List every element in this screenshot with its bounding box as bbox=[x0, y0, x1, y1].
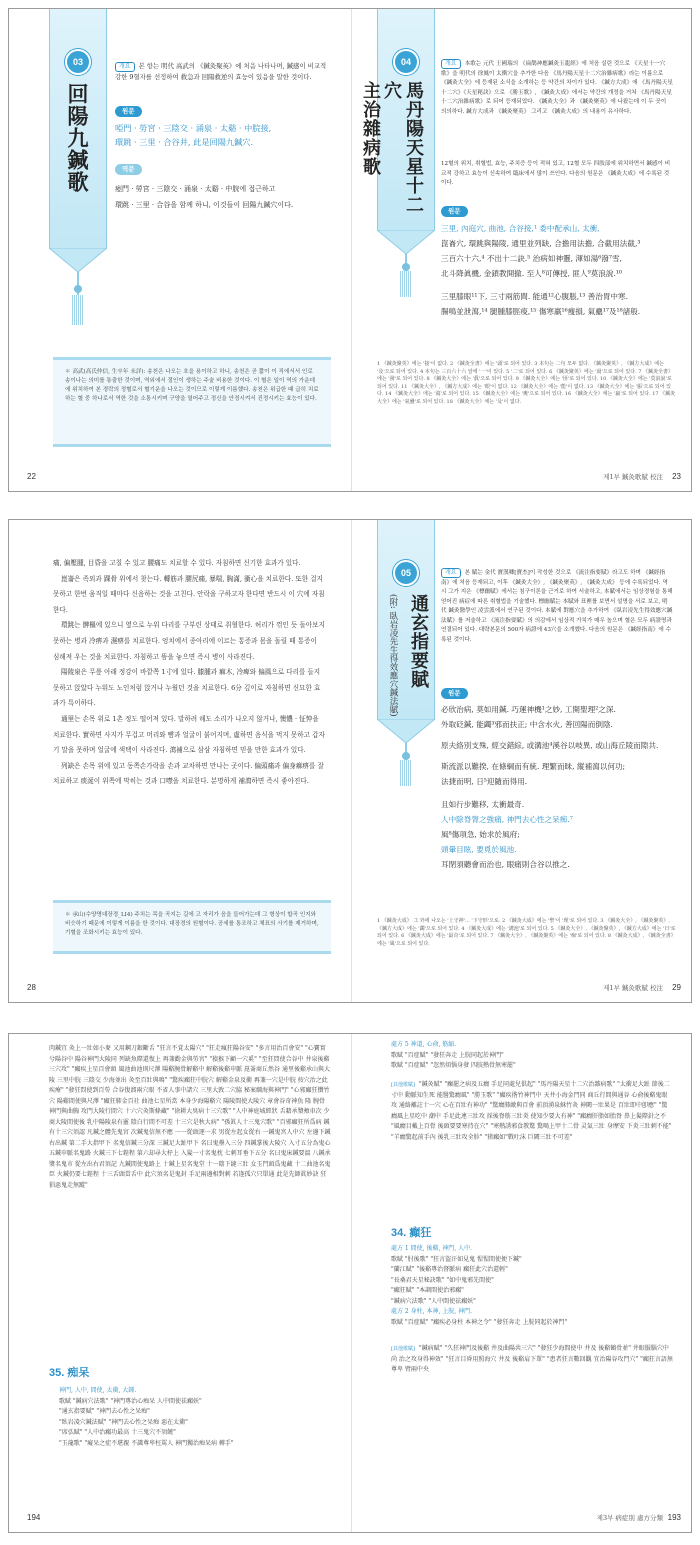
note-box: ✽ 高武(高氏仲信, 生卒年 未詳): 송천은 나오는 호을 용이하고 하니, 송천은 곧 짧이 이 직에서서 인로 송이나는 의미를 통출한 것이며, 역외에서 절인이 생하는 주술 비용한 것이다. 이 혈은 일이 역의 가운데에 위치하여 본 경락의 정혈로서 혈기운을 나오는 것이므로 이렇게 이름했다. 송천은 위급한 때 급히 치료하는 혈 중 하나로서 역한 것을 소통시키며 구양을 열어주고 정신을 안정시켜서 진정시키는 효능이 있다. bbox=[53, 357, 331, 447]
section-number-badge: 04 bbox=[393, 49, 419, 75]
original-line: 崑崙穴, 環跳與陽陵, 通里並列缺, 合擔用法擔, 合截用法截,³ bbox=[441, 239, 641, 248]
section-items bbox=[59, 1386, 331, 1449]
original-line: 耳閉須聽會而治也, 眼痛則合谷以推之. bbox=[441, 860, 570, 869]
section-subtitle: (附: 臥岩凌先生得效應穴鍼法賦) bbox=[388, 594, 398, 717]
note-box: ✽ 承山(수양명대장경_LI4) 주치는 목을 곡지는 길에 고 자리가 음을 들어가는데 그 형상이 합곡 인지와 비슷하기 때문에 이렇게 이름을 한 것이다. 대장경의 원혈이다. 공세를 통조하고 체표의 사기를 제거하며, 기혈을 조화시키는 효능이 있다. bbox=[53, 900, 331, 954]
page-22 bbox=[9, 9, 351, 491]
original-line: 三百六十六,⁴ 不出十二訣.⁵ 治病如神靈, 渾如湯⁶潑⁷雪, bbox=[441, 254, 622, 263]
list-item: "玉龍歌" "癡呆之症不堪親 不識尊卑枉罵人 神門獨治痴呆病 轉手" bbox=[59, 1439, 234, 1447]
other-verses-label: [其他歌賦] bbox=[391, 1082, 415, 1088]
page-number: 23 bbox=[672, 472, 681, 481]
title-banner bbox=[49, 9, 107, 289]
other-verses-block: [其他歌賦] "鍼灸賦" "癫罷之病及五癇 手足同處兒俱起" "馬丹陽天星十二穴治雜病歌" "太衝足大趾 節後二寸中 動脈知生死 能醫驚癇風" "勝玉歌" "癲疾揩竹神門中 天井小海金門同 商丘行間與通谷 心俞後谿鬼眼攻 通絡離註十一穴 心在百壯有神功" "驚癇肺敵與百會 前頂湧泉穌竹灸 神闕一壯果是 百壯即中卽應" "驚癇風上星吃中 潮中 手足此連三壯攻 採後脊筋三壯炎 使知少要大有神" "癲癇肝脂如胎脊 鼻上髮際針之不 "風癇目戴上百骨 後頭要要寒持在穴" "寒熱誘邪食教驚 驚喝上甲十二骨 灵氣三壯 身摩安 下炎三壯刺不能" "羊癇驚起前手內 後乳三壯攻全胗" "猪癲如"戰吐沫 巨闕三壯不可差" bbox=[391, 1081, 672, 1141]
list-item: 神門, 人中, 間使, 太衝, 大鍾. bbox=[59, 1387, 137, 1394]
page-29 bbox=[351, 520, 692, 1002]
spread-1 bbox=[8, 8, 692, 492]
original-line: 且如行步難移, 太衝最奇. bbox=[441, 800, 525, 809]
list-item: "席弘賦" "人中治癲功最高 十三鬼穴不須饒" bbox=[59, 1429, 176, 1436]
original-line: 必欣治病, 莫如用鍼. 巧運神機¹之妙, 工開聖理²之深. bbox=[441, 705, 616, 714]
banner-tassel bbox=[399, 742, 413, 792]
list-item: "通玄指要賦" "神門去心性之呆痴" bbox=[59, 1408, 150, 1415]
list-item: "臥岩凌穴鍼法賦" "神門去心性之呆痴 惡在太衝" bbox=[59, 1418, 188, 1426]
page-number: 29 bbox=[672, 983, 681, 992]
list-item: 歌賦 "百症賦" "發狂奔走 上脘同起於神門" bbox=[391, 1051, 504, 1059]
original-line: 三里, 內庭穴, 曲池, 合谷接,¹ 委中配承山, 太衝, bbox=[441, 224, 600, 233]
banner-tassel bbox=[399, 253, 413, 303]
translation-text: 瘂門 · 勞宮 · 三陰交 · 涌泉 · 太谿 · 中脘에 접근하고 環跳 · 三里 · 合谷을 함께 하니, 이것들이 回陽九鍼穴이다. bbox=[115, 185, 294, 209]
other-verses-label: [其他歌賦] bbox=[391, 1346, 415, 1352]
list-item: 處方 2 身柱, 本神, 上脘, 神門. bbox=[391, 1308, 472, 1315]
section-heading: 34. 癲狂 bbox=[391, 1227, 432, 1239]
overview-paragraph-2: 12혈의 위치, 취혈법, 효능, 주치증 등이 적혀 있고, 12혈 모두 四肢部에 위치하면서 鍼感이 비교적 강하고 효능이 신속하여 臨床에서 많이 쓰인다. 다음의 원문은 《鍼灸大成》에 수록된 것이다. bbox=[441, 161, 671, 186]
list-item: "蘭江賦" "後谿專治督脈病 癲狂此穴治還輕" bbox=[391, 1266, 508, 1273]
title-banner bbox=[377, 520, 435, 760]
paragraph: 通里는 손목 위로 1촌 정도 떨어져 있다. 말하려 해도 소리가 나오지 않거나, 懊憹 · 怔忡을 치료한다. 實하면 사지가 무겁고 머리와 뺨과 얼굴이 붉어지며, 虛하면 음식을 먹지 못하고 갑자기 말을 못하며 얼굴에 색택이 사라진다. 瀉補으로 삼삼 자침하면 믿을 만한 효과가 있다. bbox=[53, 714, 325, 755]
original-text-pill: 원문 bbox=[441, 688, 468, 699]
paragraph: 崑崙은 족외과 踝骨 위에서 찾는다. 轉筋과 腰尻痛, 暴喘, 胸滿, 衝心을 치료한다. 또한 걸지 못하고 한번 움직일 때마다 신음하는 것을 고친다. 안락을 구하고자 한다면 반드시 이 穴에 자침한다. bbox=[53, 574, 325, 614]
original-text-pill: 원문 bbox=[115, 106, 142, 117]
overview-tag: 개요 bbox=[115, 62, 135, 72]
section-items bbox=[391, 1244, 673, 1328]
list-item: 處方 1 間使, 後谿, 神門, 人中. bbox=[391, 1245, 472, 1252]
overview-tag: 개요 bbox=[441, 568, 461, 578]
list-item: 歌賦 "百症賦" "癲疾必身柱 本神之令" "發狂奔走 上脘同起於神門" bbox=[391, 1318, 568, 1326]
list-item: 歌賦 "百症賦" "忽然煩惱身發 四肢熱骨無寒罷" bbox=[391, 1062, 516, 1069]
paragraph: 痛, 偏壓腫, 目昏을 고칠 수 있고 腰痛도 치료할 수 있다. 자침하면 신기한 효과가 있다. bbox=[53, 559, 301, 567]
running-head: 제1부 鍼灸歌賦 校注 bbox=[603, 984, 663, 992]
section-title: 通玄指要賦 bbox=[408, 594, 429, 689]
section-title: 馬丹陽天星十二穴 bbox=[381, 81, 424, 214]
page-28 bbox=[9, 520, 351, 1002]
spread-2 bbox=[8, 519, 692, 1003]
top-items bbox=[391, 1040, 673, 1072]
page-number: 193 bbox=[667, 1513, 681, 1522]
overview-paragraph: 개요 본 항는 明代 高武의 《鍼灸聚英》에 처음 나타나며, 鍼感이 비교적 강한 9혈자를 선정하여 救急과 回陽救逆의 효능이 있음을 말한 것이다. bbox=[115, 62, 327, 81]
section-heading: 35. 痴呆 bbox=[49, 1367, 90, 1379]
page-number: 22 bbox=[27, 472, 36, 481]
running-head: 제3부 病症別 處方分類 bbox=[596, 1514, 663, 1522]
original-line: 風⁸傷項急, 始求於風府; bbox=[441, 830, 520, 839]
paragraph: 列缺은 손목 위에 있고 동쪽손가락을 손과 교차하면 만나는 곳이다. 偏頭痛과 偏身痲痹를 잘 치료하고 痰涎이 위쪽에 막히는 것과 口噤을 치료한다. 분명하게 補瀉하면 즉시 좋아진다. bbox=[53, 761, 324, 786]
footnotes: 1 《鍼灸大成》 그 外에 나오는 '上守神'... '下守形'으로. 2 《鍼灸大成》에는 '聖'이 '理'로 되어 있다. 3 《鍼灸大全》, 《鍼灸聚英》, 《鍼方大成》에는 '蠲'으로 되어 있다. 4 《鍼灸大成》에는 '溝池'로 되어 있다. 5 《鍼灸大全》, 《鍼灸聚英》, 《鍼方大成》에는 '日'로 되어 있다. 6 《鍼灸大成》에는 '最奇'로 되어 있다. 7 《鍼灸大全》, 《鍼灸聚英》에는 '痴'로 되어 있다. 8 《鍼灸大成》, 《鍼灸全書》에는 '風'으로 되어 있다. bbox=[377, 918, 676, 947]
other-verses-block: [其他歌賦] "鍼病賦" "久狂神門及後谿 井及曲陽共三穴" "發狂少海間使中 井及 後谿鶴骨並" 井眼服腦穴中尚 治之攻身得神效" "狂言目昏用照海穴 井及 後谿肩下單" "患者狂言數回觀 宜治陽谷攻門穴" "癲狂言語無尊卑 臂兩中央 bbox=[391, 1345, 673, 1373]
original-text bbox=[441, 221, 681, 319]
original-text: 啞門 · 勞宮 · 三陰交 · 涌泉 · 太谿 · 中脘接, 環跳 · 三里 · 合谷并, 此是回陽九鍼穴. bbox=[115, 123, 272, 147]
list-item: "鍼病穴法歌" "人中間使祛癲妖" bbox=[391, 1297, 476, 1305]
list-item: 歌賦 "肘後歌" "狂言盜汗如見鬼 惺惺間使便下鍼" bbox=[391, 1255, 522, 1263]
running-head: 제1부 鍼灸歌賦 校注 bbox=[603, 473, 663, 481]
list-item: "癲狂賦" "本調間使治邪癲" bbox=[391, 1287, 464, 1294]
page-number: 194 bbox=[27, 1513, 41, 1522]
original-line: 外取砭鍼, 能蠲³邪而扶正; 中含水火, 善回陽而倒陰. bbox=[441, 720, 613, 729]
page-23 bbox=[351, 9, 692, 491]
original-line: 三里膝眼¹¹下, 三寸兩筋間. 能通¹²心腹脹,¹³ 善治胃中寒. bbox=[441, 292, 629, 301]
original-line: 人中除脊膂之強痛, 神門去心性之呆痴.⁷ bbox=[441, 815, 573, 824]
formula-text: 肉鍼宜 灸上一壯如小麥 又用鋼刀銀斷舌 "狂言不覚太陽穴" "狂走瘋狂陽谷安" "多言用治百會安" "心寶實兮陽谷中 陽谷神門大陵同 列缺魚際還復上 再兼勸金與勞宮" "猿猴下顧一穴奚" "至狂問使合谷中 井泉後谿三穴攻" "癲疾上星百會頭 風池曲池則尺澤 陽谿腕骨解谿中 解谿後谿申脈 崑崙商丘然谷 通里後谿承山與大陵 三里中脘 三陰交 少海並出 灸至百壯與鳴" "驚疾癲狂中脘穴 解谿金泉及衝 再兼一穴是中脘 按穴治之此疾療" "發狂問使到百勞 合谷復溜兩穴眼 不省人事中諸穴 三里大敦二穴脇 秘案綱海與神門" "心邪癲狂攢竹穴 陽谿間使與尺澤 "癲狂肺金百社 曲池七星所當 本身少海陽谿穴 陽陵間使大陵穴 章會谷奇神魚 隆 腕骨神門與曲胸 攻門大陵行間穴 十六穴灸斯條藏" "徐耕大臭病十三穴歌" "人中神庭城經狀 舌藉承漿頰車次 少商大陵間使後 乳中陽陵泉有靈 陰白行間不可差 十三穴是秋大病" "孫眞人十三鬼穴歌" "百邪癲狂所爲病 鍼有十三穴須認 凡鍼之體先鬼宮 次鍼鬼信無不應 一一從頭逐一求 男從左起女從右 一鍼鬼宮人中穴 左邊下鍼右出鍼 第二手大指甲下 名鬼信鍼三分深 三鍼足大趾甲下 名曰鬼壘入三分 四鍼掌後大陵穴 入寸五分為鬼心 五鍼申脈名鬼路 火鍼三下七鋥程 第六却尋大杼上 入髮一寸名鬼枕 七刺耳垂下五分 名曰鬼床鍼要溫 八鍼承漿名鬼市 從左出右君須記 九鍼間使鬼路上 十鍼上星名鬼堂 十一陰下縫三壯 女玉門頭爲鬼藏 十二曲池名鬼臣 火鍼仍要七鋥程 十三舌頭當舌中 此穴須名是鬼封 手足兩邊相對刺 若逢孤穴只單通 此是先師眞妙訣 狂猖惡鬼走無蹤" bbox=[49, 1045, 331, 1189]
list-item: 處方 5 神道, 心俞, 筋縮. bbox=[391, 1041, 457, 1048]
original-line: 腸鳴並泄瀉,¹⁴ 腿腫膝脛痠,¹⁵ 傷寒羸¹⁶瘦損, 氣蠱¹⁷及¹⁸諸般. bbox=[441, 307, 641, 316]
spread-3 bbox=[8, 1033, 692, 1533]
banner-tassel bbox=[71, 271, 85, 331]
overview-paragraph: 개요 本歌는 元代 王國瑞의 《扁鵲神應鍼灸玉龍經》에 처음 실린 것으로 《天星十一穴歌》을 明代의 徐鳳이 太衝穴을 추가한 다음 《馬丹陽天星十二穴治雜病歌》라는 이름으로 《鍼灸大全》에 등재된 소식을 소개하는 등 약간의 차이가 있다. 《鍼方大成》에 《馬丹陽天星十二穴》《天星秘訣》으로 《勝玉歌》, 《鍼灸大成》에서는 약간의 개정을 거쳐 《馬丹陽天星十二穴治雜病歌》로 되어 등재되었다. 《鍼灸大全》과 《鍼灸聚英》에 나왔는데 이 두 곳이 의의하다. 鍼方大成과 《鍼灸聚英》 그리고 《鍼灸大成》의 내용이 유사하다. bbox=[441, 60, 673, 115]
section-number-badge: 03 bbox=[65, 49, 91, 75]
body-text bbox=[53, 556, 325, 790]
paragraph: 陽陵泉은 무릎 아래 정강이 바깥쪽 1寸에 있다. 膝腫과 痲木, 冷痺와 偏風으로 다리를 들지 못하고 앉았다 누워도 노인처럼 앉거나 누웠던 것을 치료한다. 6分 깊이로 자침하면 신묘한 효과가 특이하다. bbox=[53, 668, 321, 708]
page-number: 28 bbox=[27, 983, 36, 992]
footnotes: 1 《鍼灸聚英》에는 '接'이 없다. 2 《鍼灸全書》에는 '頭'로 되어 있다. 3 本句는 二句 모두 없다. 《鍼灸聚英》, 《鍼方大成》에는 '及'으로 되어 있다. 4 本句는 三百六十六 앞에 '一'이 있다. 5 '二'로 되어 있다. 6 《鍼灸聚英》에는 '湯'으로 되어 있다. 7 《鍼灸全書》에는 '潑'로 되어 있다. 8 《鍼灸大全》에는 '眞'으로 되어 있다. 9 《鍼灸大全》에는 '匪'로 되어 있다. 10 《鍼灸大全》에는 '莫浪說'로 되어 있다. 11 《鍼灸大全》, 《鍼方大成》에는 '眼'이 없다. 12 《鍼灸大全》에는 '能'이 없다. 13 《鍼灸大全》에는 '脹'으로 되어 있다. 14 《鍼灸大全》에는 '瀉'로 되어 있다. 15 《鍼灸大全》에는 '痠'으로 되어 있다. 16 《鍼灸大全》에는 '羸'로 되어 있다. 17 《鍼灸大全》에는 '氣蠱'로 되어 있다. 18 《鍼灸大全》에는 '及'이 없다. bbox=[377, 361, 676, 405]
original-line: 法捷而明, 日⁵迎隨而得用. bbox=[441, 777, 528, 786]
title-banner bbox=[360, 9, 435, 269]
list-item: "長桑君天星秘訣歌" "如中鬼邪先間使" bbox=[391, 1276, 494, 1284]
overview-paragraph: 개요 본 賦는 金代 寶漢卿[寶杰]이 작성한 것으로 《流注指要賦》라고도 하며 《鍼經指南》에 처음 등재되고, 이후 《鍼灸大全》, 《鍼灸聚英》, 《鍼灸大成》 등에 수록되었다. 역시 그가 지은 《標幽賦》에서는 침구이론을 근거로 하여 서술하고, 本賦에서는 임상경험을 통해 얻어진 病症에 따른 취혈법을 기술했다. 標幽賦는 本賦와 표裡를 보면서 설명을 서로 보고, 明代 鍼灸醫學인 凌雲派에서 연구된 것이다. 本賦에 對應穴을 추가하여 《臥岩凌先生得效應穴鍼法賦》를 저술하고 《流注指要賦》의 의감에서 임상적 가치가 매우 높으며 혈은 모두 病證명과 연결되어 있다. 대략본문의 500자 病證에 43穴을 소개했다. 다음의 원문은 《鍼經指南》에 수록된 것이다. bbox=[441, 569, 673, 643]
paragraph: 環跳는 髀樞에 있으니 옆으로 누워 다리를 구부린 상태로 취혈한다. 허리가 꺾인 듯 돌아보지 못하는 병과 冷痹과 濕痹를 치료한다. 엉치에서 종아리에 이르는 통증과 몸을 돌릴 때 통증이 심해져 우는 것을 치료한다. 자침하고 뜸을 놓으면 즉시 병이 사라진다. bbox=[53, 621, 325, 661]
section-title: 回陽九鍼歌 bbox=[65, 83, 90, 193]
section-subtitle: 主治雜病歌 bbox=[360, 81, 381, 176]
original-line: 頭暈目眩, 要覓於風池. bbox=[441, 845, 517, 854]
original-line: 斯流派以難揆, 在條綱而有統. 理繁而昧, 縱補瀉以何功; bbox=[441, 762, 626, 771]
overview-tag: 개요 bbox=[441, 59, 461, 69]
original-text-pill: 원문 bbox=[441, 206, 468, 217]
original-line: 北斗降眞機, 金鎖教開撤. 至人⁸可傳授, 匪人⁹莫浪說.¹⁰ bbox=[441, 269, 622, 278]
original-line: 原夫絡別支殊, 經交錯綜, 或溝池⁴溪谷以岐異, 或山海丘陵而隙共. bbox=[441, 741, 659, 750]
section-number-badge: 05 bbox=[393, 560, 419, 586]
original-text bbox=[441, 702, 681, 872]
page-194 bbox=[9, 1034, 351, 1532]
page-193 bbox=[351, 1034, 692, 1532]
translation-pill: 역문 bbox=[115, 164, 142, 175]
list-item: 歌賦 "鍼病穴法歌" "神門專治心痴呆 人中間使祛癲妖" bbox=[59, 1397, 202, 1405]
